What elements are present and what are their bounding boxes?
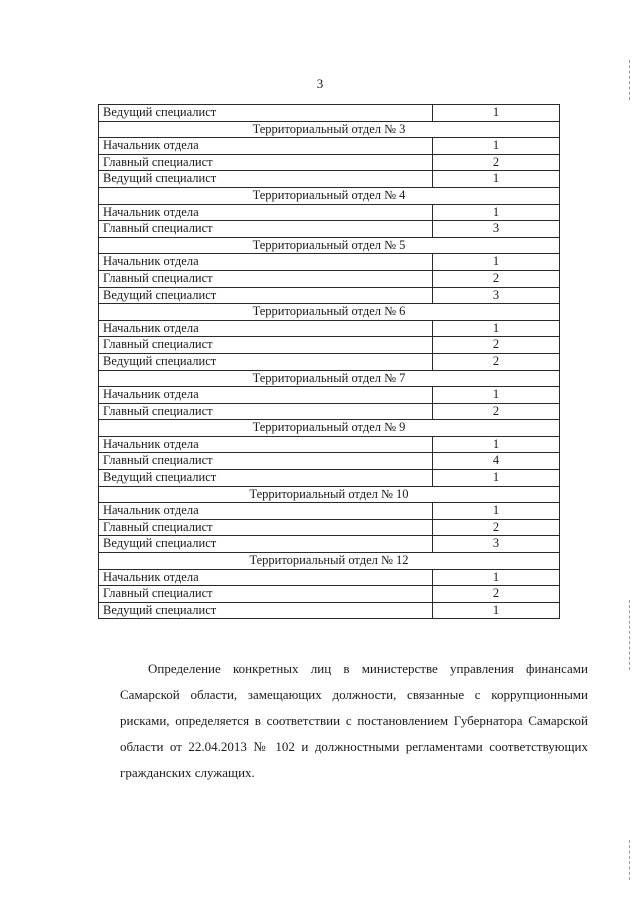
position-count: 1 [433,387,560,404]
position-title: Ведущий специалист [99,105,433,122]
position-row [99,353,560,370]
section-row [99,486,560,503]
position-count: 2 [433,519,560,536]
position-row [99,536,560,553]
position-title: Начальник отдела [99,436,433,453]
position-count: 2 [433,403,560,420]
position-title: Главный специалист [99,586,433,603]
position-count: 2 [433,586,560,603]
position-row [99,154,560,171]
position-row [99,221,560,238]
scan-edge-mark [629,600,630,670]
position-row [99,204,560,221]
section-title: Территориальный отдел № 10 [99,486,560,503]
position-row [99,287,560,304]
position-count: 2 [433,353,560,370]
position-row [99,602,560,619]
position-row [99,470,560,487]
position-count: 1 [433,204,560,221]
position-count: 1 [433,254,560,271]
section-row [99,553,560,570]
position-title: Начальник отдела [99,204,433,221]
section-title: Территориальный отдел № 3 [99,121,560,138]
section-row [99,420,560,437]
position-title: Главный специалист [99,519,433,536]
scan-edge-mark [629,840,630,880]
position-row [99,337,560,354]
position-count: 1 [433,138,560,155]
position-row [99,171,560,188]
section-row [99,304,560,321]
position-count: 1 [433,602,560,619]
section-title: Территориальный отдел № 5 [99,237,560,254]
position-title: Главный специалист [99,337,433,354]
position-title: Ведущий специалист [99,287,433,304]
position-count: 2 [433,270,560,287]
position-title: Начальник отдела [99,569,433,586]
position-row [99,105,560,122]
position-count: 3 [433,221,560,238]
position-row [99,138,560,155]
position-row [99,586,560,603]
position-title: Начальник отдела [99,138,433,155]
section-title: Территориальный отдел № 6 [99,304,560,321]
page-number: 3 [316,76,324,91]
position-count: 1 [433,105,560,122]
position-count: 2 [433,154,560,171]
position-count: 3 [433,287,560,304]
position-title: Главный специалист [99,270,433,287]
position-row [99,519,560,536]
position-title: Ведущий специалист [99,353,433,370]
position-row [99,254,560,271]
position-row [99,403,560,420]
position-row [99,503,560,520]
position-title: Главный специалист [99,154,433,171]
position-title: Главный специалист [99,221,433,238]
position-title: Начальник отдела [99,503,433,520]
position-title: Ведущий специалист [99,470,433,487]
position-title: Главный специалист [99,453,433,470]
position-row [99,436,560,453]
scan-edge-mark [629,60,630,100]
position-count: 1 [433,470,560,487]
section-title: Территориальный отдел № 4 [99,187,560,204]
body-paragraph: Определение конкретных лиц в министерстве управления финансами Самарской области, замещающих должности, связанные с коррупционными рисками, определяется в соответствии с постановлением Губернатора Самарской области от 22.04.2013 № 102 и должностными регламентами соответствующих гражданских служащих. [120,661,588,780]
position-row [99,270,560,287]
position-count: 1 [433,503,560,520]
position-title: Начальник отдела [99,320,433,337]
position-count: 1 [433,320,560,337]
position-row [99,569,560,586]
section-title: Территориальный отдел № 9 [99,420,560,437]
position-title: Ведущий специалист [99,536,433,553]
position-count: 3 [433,536,560,553]
position-title: Начальник отдела [99,387,433,404]
section-row [99,121,560,138]
position-count: 1 [433,171,560,188]
position-count: 1 [433,569,560,586]
positions-table [98,104,560,619]
section-row [99,370,560,387]
section-title: Территориальный отдел № 7 [99,370,560,387]
section-row [99,237,560,254]
position-count: 2 [433,337,560,354]
position-title: Ведущий специалист [99,602,433,619]
position-title: Главный специалист [99,403,433,420]
position-count: 4 [433,453,560,470]
section-row [99,187,560,204]
section-title: Территориальный отдел № 12 [99,553,560,570]
position-row [99,453,560,470]
position-title: Ведущий специалист [99,171,433,188]
position-row [99,387,560,404]
positions-table-body [99,105,560,619]
position-row [99,320,560,337]
position-title: Начальник отдела [99,254,433,271]
position-count: 1 [433,436,560,453]
